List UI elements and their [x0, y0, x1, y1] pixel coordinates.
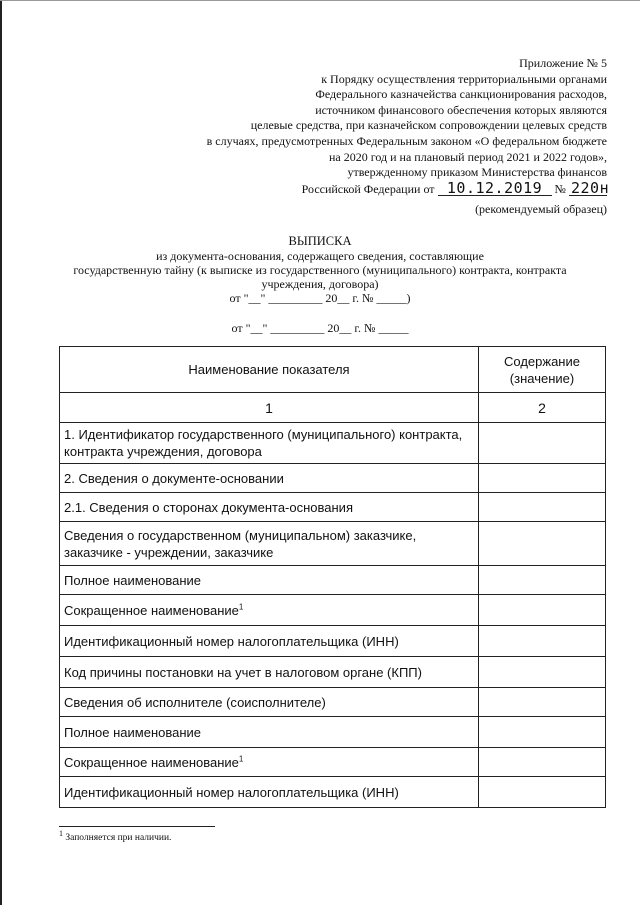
header-line: источником финансового обеспечения которых являются [315, 102, 607, 117]
header-line: в случаях, предусмотренных Федеральным законом «О федеральном бюджете [206, 133, 607, 148]
indicator-label-text: 1. Идентификатор государственного (муниципального) контракта, контракта учреждения, договора [64, 427, 463, 459]
column-number: 1 [60, 393, 479, 423]
extract-date-line: от "__" _________ 20__ г. № _____ [231, 321, 409, 335]
document-title: ВЫПИСКА [288, 234, 352, 248]
header-line: Приложение № 5 [519, 56, 607, 70]
table-row [60, 688, 606, 717]
indicator-label [60, 493, 479, 522]
indicator-label [60, 626, 479, 657]
indicator-value-cell[interactable] [479, 493, 606, 522]
indicator-value-cell[interactable] [479, 777, 606, 808]
indicator-label-text: Полное наименование [64, 724, 202, 740]
indicator-label [60, 688, 479, 717]
indicator-label-text: Сведения о государственном (муниципальном) заказчике, заказчике - учреждении, заказчике [64, 527, 417, 560]
order-prefix: Российской Федерации от [301, 181, 435, 196]
indicator-table [59, 346, 606, 808]
header-line: целевые средства, при казначейском сопровождении целевых средств [250, 118, 607, 133]
indicator-value-cell[interactable] [479, 464, 606, 493]
order-number: 220н [571, 178, 610, 197]
indicator-label [60, 748, 479, 777]
indicator-value-cell[interactable] [479, 595, 606, 626]
column-header-value: Содержание (значение) [479, 347, 606, 393]
footnote-reference: 1 [238, 602, 244, 612]
indicator-value-cell[interactable] [479, 566, 606, 595]
indicator-label-text: 2.1. Сведения о сторонах документа-основания [64, 499, 353, 515]
indicator-value-cell[interactable] [479, 688, 606, 717]
indicator-label-text: Код причины постановки на учет в налоговом органе (КПП) [64, 664, 422, 680]
table-row [60, 748, 606, 777]
indicator-value-cell[interactable] [479, 717, 606, 748]
title-line: государственную тайну (к выписке из государственного (муниципального) контракта, контракта [73, 263, 567, 277]
indicator-label [60, 566, 479, 595]
header-line: утвержденному приказом Министерства финансов [347, 165, 607, 180]
table-row [60, 657, 606, 688]
title-line: учреждения, договора) [261, 277, 379, 291]
footnote-mark: 1 [59, 828, 63, 838]
indicator-label [60, 423, 479, 464]
column-number-row [60, 393, 606, 423]
indicator-label-text: Идентификационный номер налогоплательщика (ИНН) [64, 784, 399, 800]
table-row [60, 423, 606, 464]
indicator-value-cell[interactable] [479, 423, 606, 464]
indicator-label [60, 522, 479, 566]
footnote-separator [59, 826, 215, 827]
indicator-label-text: Сокращенное наименование [64, 754, 239, 770]
recommended-sample-note: (рекомендуемый образец) [475, 202, 607, 216]
footnote-text: Заполняется при наличии. [65, 833, 172, 843]
indicator-label [60, 777, 479, 808]
page-top-edge [0, 0, 640, 1]
order-date: 10.12.2019 [438, 181, 552, 196]
indicator-label [60, 595, 479, 626]
footnote [59, 828, 172, 843]
indicator-label-text: Идентификационный номер налогоплательщика (ИНН) [64, 633, 399, 649]
table-row [60, 595, 606, 626]
table-row [60, 566, 606, 595]
indicator-label [60, 717, 479, 748]
indicator-value-cell[interactable] [479, 657, 606, 688]
indicator-label-text: Полное наименование [64, 572, 202, 588]
indicator-label [60, 657, 479, 688]
table-body [60, 393, 606, 808]
indicator-value-cell[interactable] [479, 626, 606, 657]
page-left-edge [0, 0, 2, 905]
header-line: на 2020 год и на плановый период 2021 и 2022 годов», [328, 149, 607, 164]
title-line: из документа-основания, содержащего сведения, составляющие [156, 249, 484, 263]
table-row [60, 464, 606, 493]
document-title-block [0, 234, 640, 335]
indicator-label-text: Сведения об исполнителе (соисполнителе) [64, 694, 326, 710]
column-number: 2 [479, 393, 606, 423]
table-row [60, 777, 606, 808]
indicator-value-cell[interactable] [479, 522, 606, 566]
header-line: Федерального казначейства санкционирования расходов, [315, 87, 607, 102]
indicator-label [60, 464, 479, 493]
footnote-reference: 1 [238, 754, 244, 764]
table-row [60, 522, 606, 566]
order-reference [207, 178, 610, 198]
appendix-header [206, 56, 610, 197]
table-header-row [60, 347, 606, 393]
indicator-label-text: 2. Сведения о документе-основании [64, 470, 284, 486]
table-row [60, 717, 606, 748]
column-header-indicator: Наименование показателя [60, 347, 479, 393]
indicator-value-cell[interactable] [479, 748, 606, 777]
header-line: к Порядку осуществления территориальными органами [321, 71, 607, 86]
contract-date-line: от "__" _________ 20__ г. № _____) [229, 291, 411, 305]
table-row [60, 493, 606, 522]
table-row [60, 626, 606, 657]
indicator-label-text: Сокращенное наименование [64, 602, 239, 618]
order-number-label: № [554, 181, 566, 196]
